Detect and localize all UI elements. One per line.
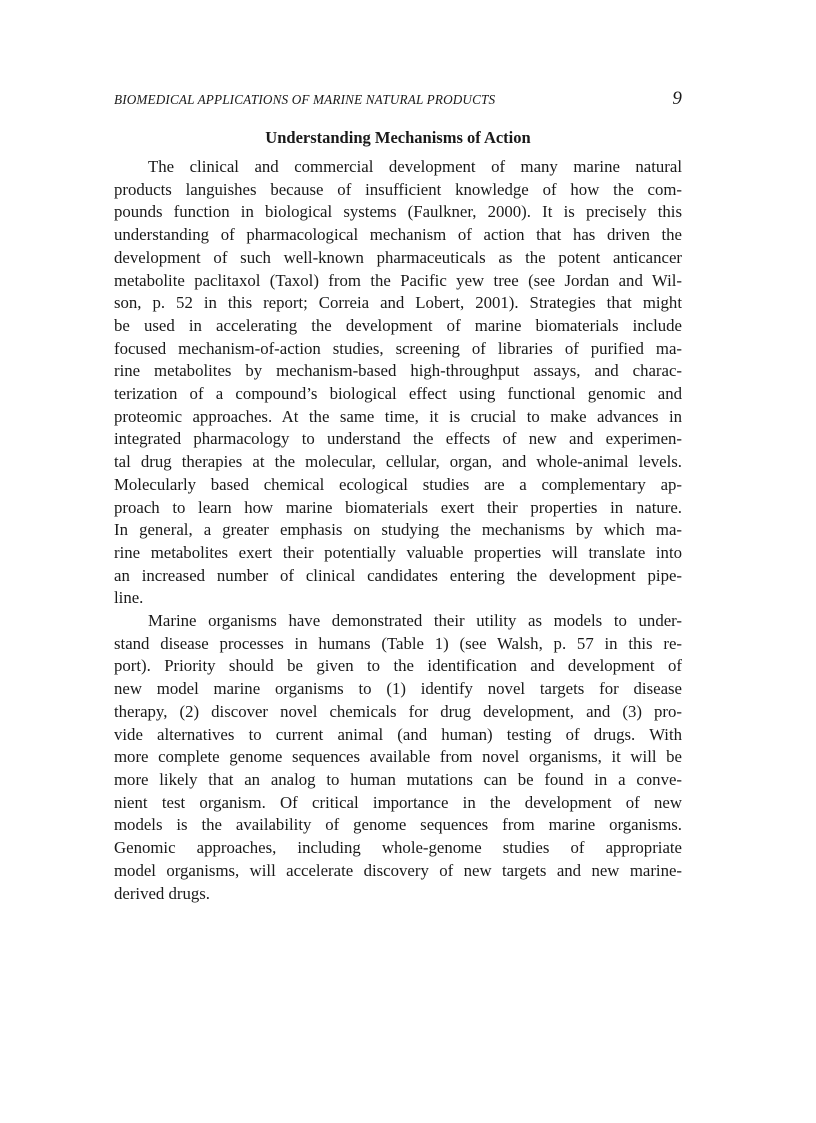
document-page (114, 88, 682, 905)
text-line: stand disease processes in humans (Table 1) (see Walsh, p. 57 in this re- (114, 633, 682, 653)
text-line: son, p. 52 in this report; Correia and Lobert, 2001). Strategies that might (114, 293, 682, 313)
text-line: integrated pharmacology to understand the effects of new and experimen- (114, 429, 682, 449)
text-line: In general, a greater emphasis on studying the mechanisms by which ma- (114, 520, 682, 540)
text-line: models is the availability of genome sequences from marine organisms. (114, 815, 682, 835)
running-title: BIOMEDICAL APPLICATIONS OF MARINE NATURAL PRODUCTS (114, 92, 496, 107)
text-line: development of such well-known pharmaceuticals as the potent anticancer (114, 247, 682, 267)
text-line: an increased number of clinical candidates entering the development pipe- (114, 565, 682, 585)
text-line: metabolite paclitaxol (Taxol) from the Pacific yew tree (see Jordan and Wil- (114, 270, 682, 290)
text-line: therapy, (2) discover novel chemicals for drug development, and (3) pro- (114, 701, 682, 721)
text-line: derived drugs. (114, 883, 211, 903)
text-line: nient test organism. Of critical importance in the development of new (114, 792, 682, 812)
text-line: new model marine organisms to (1) identify novel targets for disease (114, 679, 682, 699)
text-line: more likely that an analog to human mutations can be found in a conve- (114, 769, 682, 789)
text-line: vide alternatives to current animal (and human) testing of drugs. With (114, 724, 682, 744)
text-line: Marine organisms have demonstrated their utility as models to under- (148, 611, 682, 631)
paragraph-2 (114, 610, 682, 905)
paragraph-1 (114, 156, 682, 610)
running-header (114, 88, 682, 112)
text-line: tal drug therapies at the molecular, cellular, organ, and whole-animal levels. (114, 452, 682, 472)
text-line: rine metabolites by mechanism-based high-throughput assays, and charac- (114, 361, 682, 381)
page-number: 9 (672, 88, 682, 109)
text-line: understanding of pharmacological mechanism of action that has driven the (114, 225, 682, 245)
text-line: Molecularly based chemical ecological studies are a complementary ap- (114, 474, 682, 494)
text-line: proteomic approaches. At the same time, it is crucial to make advances in (114, 406, 682, 426)
text-line: proach to learn how marine biomaterials exert their properties in nature. (114, 497, 682, 517)
text-line: Genomic approaches, including whole-genome studies of appropriate (114, 838, 682, 858)
text-line: more complete genome sequences available from novel organisms, it will be (114, 747, 682, 767)
text-line: terization of a compound’s biological effect using functional genomic and (114, 384, 682, 404)
text-line: be used in accelerating the development of marine biomaterials include (114, 315, 682, 335)
text-line: products languishes because of insufficient knowledge of how the com- (114, 179, 682, 199)
text-line: pounds function in biological systems (Faulkner, 2000). It is precisely this (114, 202, 682, 222)
text-line: port). Priority should be given to the identification and development of (114, 656, 682, 676)
text-line: The clinical and commercial development of many marine natural (148, 157, 682, 176)
section-heading: Understanding Mechanisms of Action (265, 128, 531, 147)
text-line: model organisms, will accelerate discovery of new targets and new marine- (114, 860, 682, 880)
text-line: line. (114, 588, 144, 608)
text-line: rine metabolites exert their potentially valuable properties will translate into (114, 542, 682, 562)
text-line: focused mechanism-of-action studies, screening of libraries of purified ma- (114, 338, 682, 358)
